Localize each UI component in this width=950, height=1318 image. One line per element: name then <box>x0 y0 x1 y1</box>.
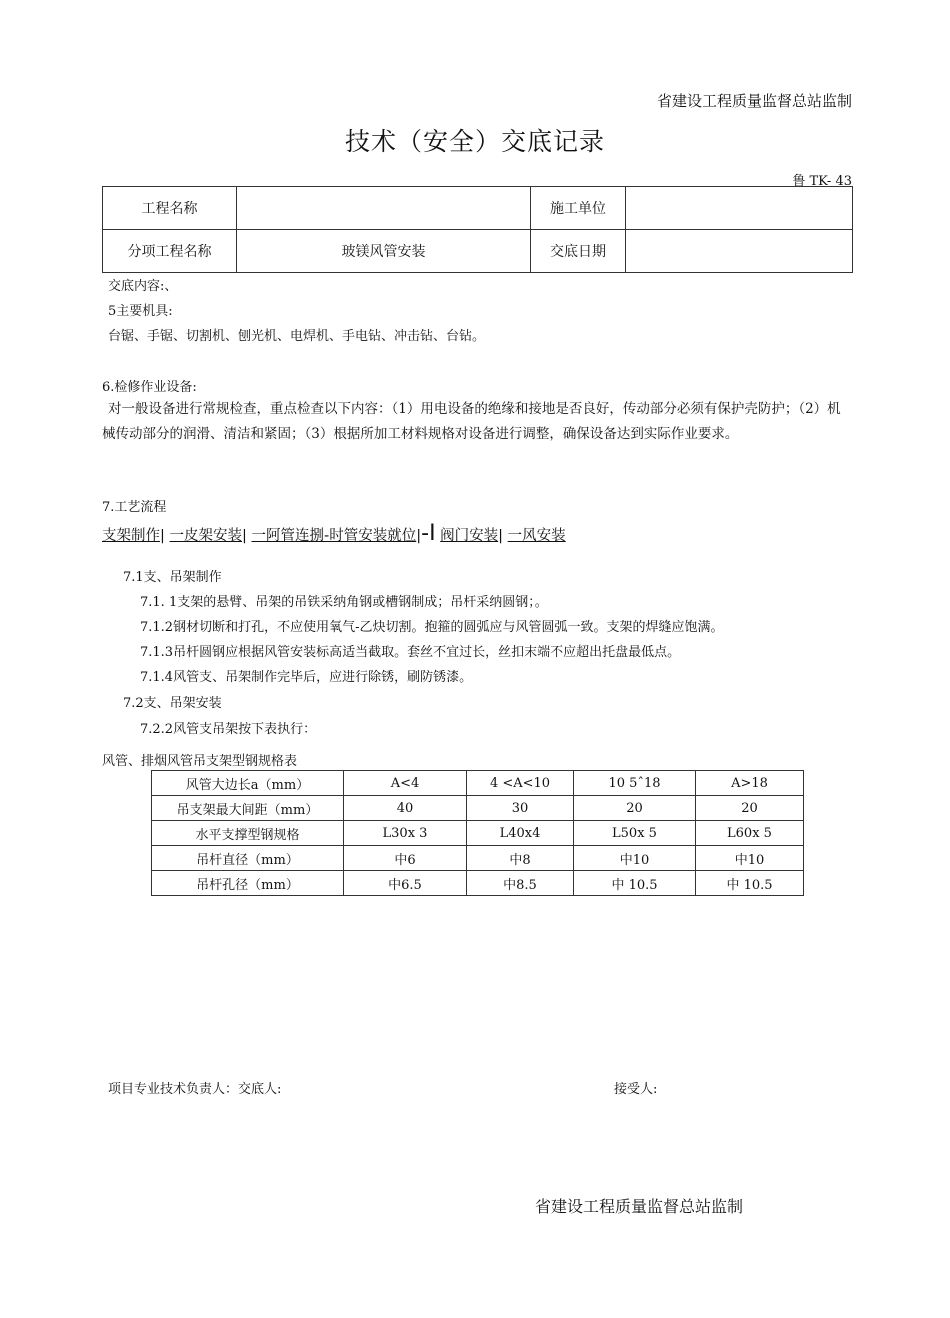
signature-left: 项目专业技术负责人：交底人: <box>108 1082 282 1097</box>
table-cell: 40 <box>344 796 467 821</box>
project-name-label: 工程名称 <box>103 187 237 230</box>
table-cell: L30x 3 <box>344 821 467 846</box>
table-cell: L50x 5 <box>574 821 696 846</box>
footer-org: 省建设工程质量监督总站监制 <box>535 1197 744 1216</box>
section-7-1-1: 7.1. 1支架的悬臂、吊架的吊铁采纳角钢或槽钢制成；吊杆采纳圆钢；。 <box>140 595 548 610</box>
flow-step-duct-connect: 一阿管连捌-时管安装就位 <box>251 528 417 544</box>
process-flow <box>102 521 566 546</box>
project-name-value <box>237 187 531 230</box>
table-cell: 水平支撑型钢规格 <box>152 821 344 846</box>
flow-separator: | <box>416 528 422 544</box>
process-heading: 7.工艺流程 <box>102 500 167 515</box>
table-cell: 20 <box>574 796 696 821</box>
table-row <box>152 796 804 821</box>
equip-heading: 6.检修作业设备: <box>102 380 197 395</box>
table-cell: 中10 <box>574 846 696 871</box>
table-row <box>152 871 804 896</box>
table-cell: 风管大边长a（mm） <box>152 771 344 796</box>
date-value <box>626 230 853 273</box>
table-cell: 中8.5 <box>467 871 574 896</box>
document-title: 技术（安全）交底记录 <box>344 127 605 156</box>
section-7-1-3: 7.1.3吊杆圆钢应根据风管安装标高适当截取。套丝不宜过长，丝扣末端不应超出托盘最低点。 <box>140 645 681 660</box>
table-cell: 中 10.5 <box>574 871 696 896</box>
header-org: 省建设工程质量监督总站监制 <box>656 92 852 110</box>
contractor-value <box>626 187 853 230</box>
table-cell: 中10 <box>696 846 804 871</box>
table-cell: 4 <A<10 <box>467 771 574 796</box>
tools-heading: 5主要机具: <box>108 304 173 319</box>
tools-text: 台锯、手锯、切割机、刨光机、电焊机、手电钻、冲击钻、台钻。 <box>108 329 486 344</box>
contractor-label: 施工单位 <box>531 187 626 230</box>
subproject-label: 分项工程名称 <box>103 230 237 273</box>
table-cell: 吊杆直径（mm） <box>152 846 344 871</box>
table-cell: L60x 5 <box>696 821 804 846</box>
flow-step-rack-install: 一皮架安装 <box>169 528 242 544</box>
table-cell: 中8 <box>467 846 574 871</box>
table-cell: A>18 <box>696 771 804 796</box>
flow-step-bracket-making: 支架制作 <box>102 528 160 544</box>
flow-separator: | <box>160 528 165 544</box>
equip-text: 对一般设备进行常规检查，重点检查以下内容：（1）用电设备的绝缘和接地是否良好，传动部分必须有保护壳防护；（2）机械传动部分的润滑、清洁和紧固；（3）根据所加工材料规格对设备进行调整，确保设备达到实际作业要求。 <box>102 401 841 442</box>
content-intro: 交底内容:、 <box>108 279 178 294</box>
table-cell: A<4 <box>344 771 467 796</box>
table-row <box>152 821 804 846</box>
table-row <box>152 846 804 871</box>
table-cell: L40x4 <box>467 821 574 846</box>
table-cell: 吊支架最大间距（mm） <box>152 796 344 821</box>
flow-arrow: -I <box>421 521 436 546</box>
section-7-1-2: 7.1.2钢材切断和打孔，不应使用氧气-乙炔切割。抱箍的圆弧应与风管圆弧一致。支架的焊缝应饱满。 <box>140 620 724 635</box>
table-cell: 30 <box>467 796 574 821</box>
flow-step-fan-install: 一风安装 <box>507 528 566 544</box>
info-table <box>102 186 853 273</box>
spec-table <box>151 770 804 896</box>
table-cell: 10 5ˆ18 <box>574 771 696 796</box>
date-label: 交底日期 <box>531 230 626 273</box>
table-row <box>152 771 804 796</box>
form-code: 鲁 TK- 43 <box>792 174 852 189</box>
flow-separator: | <box>498 528 504 544</box>
table-cell: 中6.5 <box>344 871 467 896</box>
flow-step-valve-install: 阀门安装 <box>440 528 499 544</box>
table-caption: 风管、排烟风管吊支架型钢规格表 <box>102 754 298 769</box>
table-row <box>103 230 853 273</box>
section-7-2-2: 7.2.2风管支吊架按下表执行： <box>140 722 317 737</box>
section-7-2: 7.2支、吊架安装 <box>123 696 222 711</box>
table-row <box>103 187 853 230</box>
section-7-1-4: 7.1.4风管支、吊架制作完毕后，应进行除锈，刷防锈漆。 <box>140 670 473 685</box>
signature-right: 接受人: <box>614 1082 658 1097</box>
table-cell: 中 10.5 <box>696 871 804 896</box>
table-cell: 吊杆孔径（mm） <box>152 871 344 896</box>
section-7-1: 7.1支、吊架制作 <box>123 570 222 585</box>
subproject-value: 玻镁风管安装 <box>237 230 531 273</box>
flow-separator: | <box>242 528 247 544</box>
table-cell: 20 <box>696 796 804 821</box>
table-cell: 中6 <box>344 846 467 871</box>
